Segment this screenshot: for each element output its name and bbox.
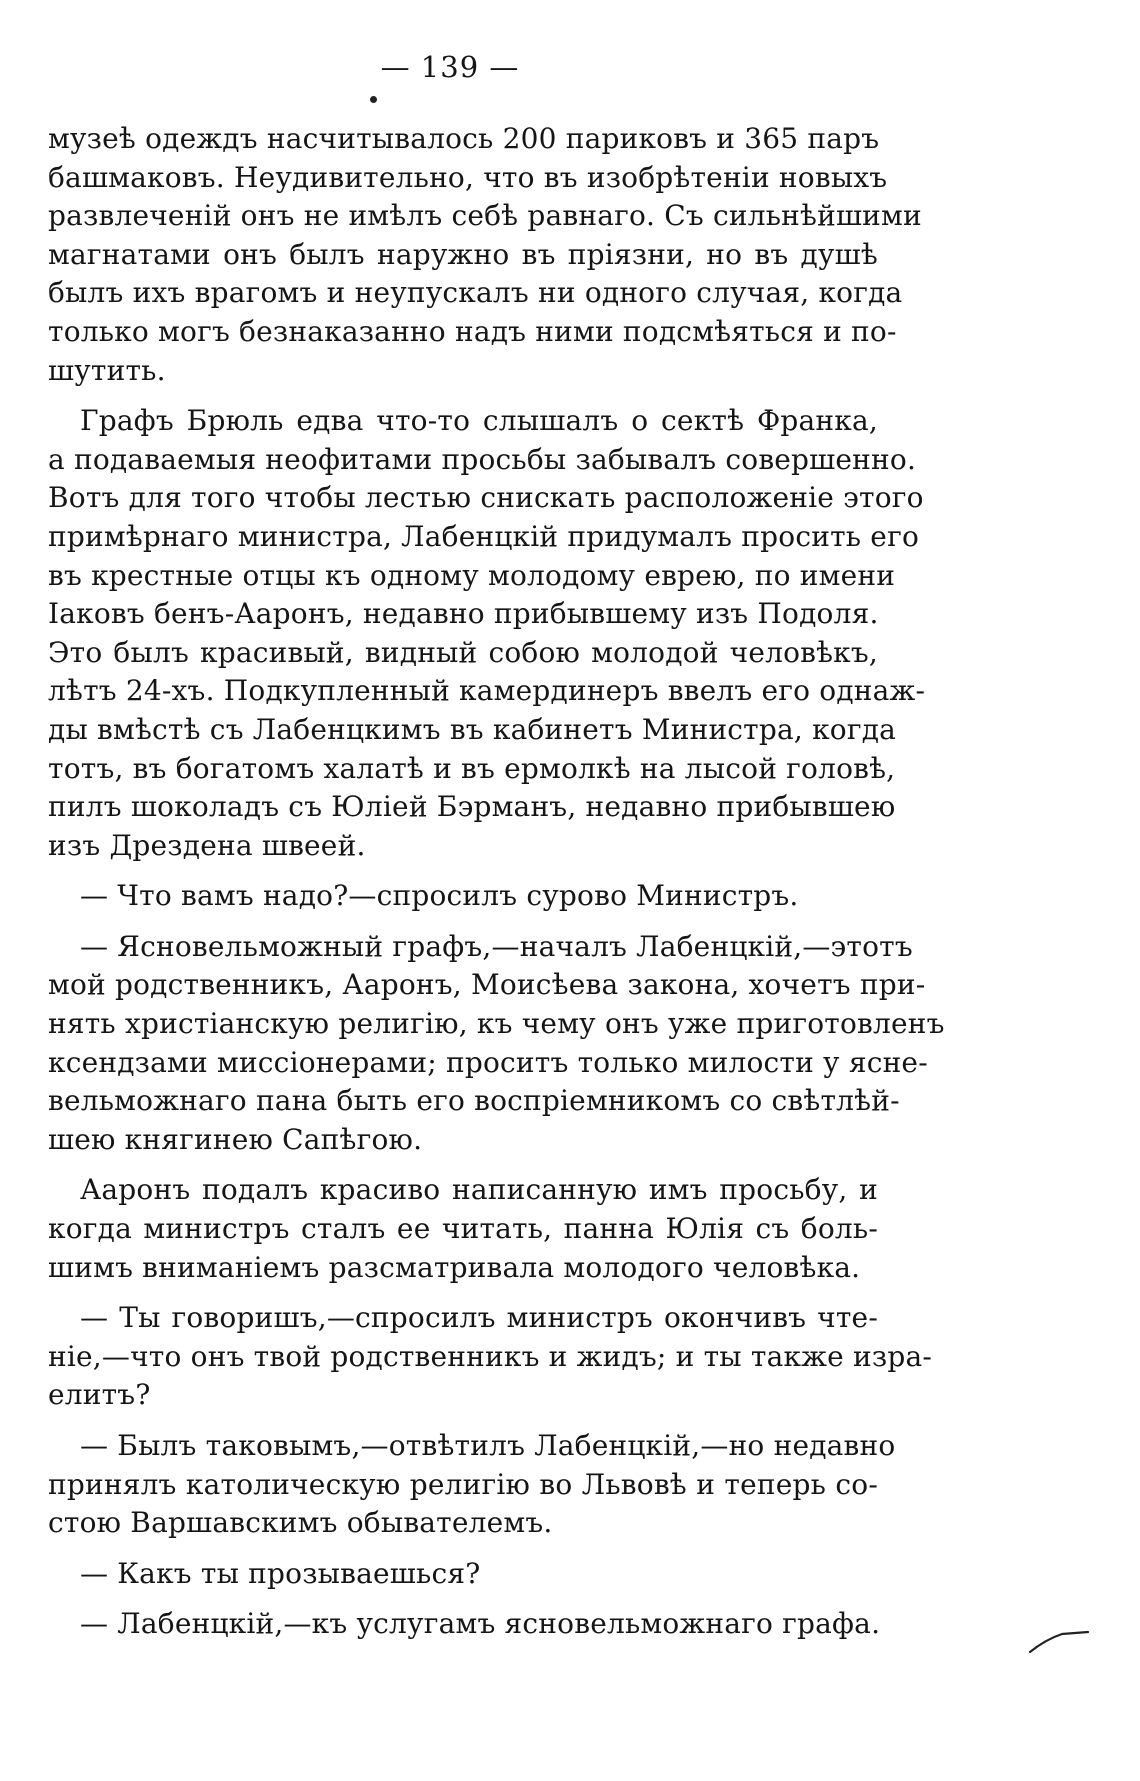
text-line: — Что вамъ надо?—спросилъ сурово Министръ. <box>80 879 799 913</box>
text-line: тотъ, въ богатомъ халатѣ и въ ермолкѣ на лысой головѣ, <box>48 751 896 785</box>
paragraph-gap <box>48 1543 878 1555</box>
paragraph-gap <box>48 916 878 928</box>
paragraph-7 <box>48 1427 896 1543</box>
paragraph-gap <box>48 1159 878 1171</box>
paragraph-gap <box>48 1415 878 1427</box>
text-line: лѣтъ 24-хъ. Подкупленный камердинеръ ввелъ его однаж- <box>48 674 926 708</box>
text-line: Это былъ красивый, видный собою молодой человѣкъ, <box>48 635 878 669</box>
text-line: ксендзами миссіонерами; проситъ только милости у ясне- <box>48 1045 928 1079</box>
text-line: стою Варшавскимъ обывателемъ. <box>48 1506 553 1540</box>
paragraph-2 <box>48 402 926 865</box>
text-line: пилъ шоколадъ съ Юліей Бэрманъ, недавно прибывшею <box>48 790 896 824</box>
text-line: Графъ Брюль едва что-то слышалъ о сектѣ Франка, <box>80 404 878 438</box>
text-line: — Ты говоришъ,—спросилъ министръ окончивъ чте- <box>80 1301 878 1335</box>
text-line: примѣрнаго министра, Лабенцкій придумалъ просить его <box>48 519 920 553</box>
paragraph-gap <box>48 390 878 402</box>
text-line: ніе,—что онъ твой родственникъ и жидъ; и ты также изра- <box>48 1339 933 1373</box>
text-line: изъ Дрездена швеей. <box>48 828 366 862</box>
paragraph-gap <box>48 1287 878 1299</box>
paragraph-9 <box>48 1605 881 1644</box>
text-line: Іаковъ бенъ-Ааронъ, недавно прибывшему изъ Подоля. <box>48 597 879 631</box>
paragraph-gap <box>48 1593 878 1605</box>
paragraph-8 <box>48 1555 878 1594</box>
text-line: только могъ безнаказанно надъ ними подсмѣяться и по- <box>48 314 897 348</box>
paragraph-1 <box>48 120 922 390</box>
body-text <box>48 120 945 1644</box>
text-line: вельможнаго пана быть его воспріемникомъ со свѣтлѣй- <box>48 1084 900 1118</box>
text-line: елитъ? <box>48 1378 151 1412</box>
text-line: Вотъ для того чтобы лестью снискать расположеніе этого <box>48 481 924 515</box>
text-line: — Ясновельможный графъ,—началъ Лабенцкій,—этотъ <box>80 929 913 963</box>
page-number: — 139 — <box>380 50 520 84</box>
text-line: ды вмѣстѣ съ Лабенцкимъ въ кабинетъ Министра, когда <box>48 712 897 746</box>
paragraph-6 <box>48 1299 933 1415</box>
text-line: — Какъ ты прозываешься? <box>80 1556 481 1590</box>
text-line: въ крестные отцы къ одному молодому еврею, по имени <box>48 558 896 592</box>
ink-dot <box>370 96 377 103</box>
text-line: музеѣ одеждъ насчитывалось 200 париковъ и 365 паръ <box>48 122 880 155</box>
text-line: развлеченій онъ не имѣлъ себѣ равнаго. Съ сильнѣйшими <box>48 199 922 233</box>
text-line: — Лабенцкій,—къ услугамъ ясновельможнаго графа. <box>80 1607 881 1641</box>
text-line: шимъ вниманіемъ разсматривала молодого человѣка. <box>48 1250 861 1284</box>
text-line: — Былъ таковымъ,—отвѣтилъ Лабенцкій,—но недавно <box>80 1429 896 1462</box>
text-line: магнатами онъ былъ наружно въ пріязни, но въ душѣ <box>48 237 878 271</box>
paragraph-3 <box>48 877 878 916</box>
text-line: шею княгинею Сапѣгою. <box>48 1122 423 1156</box>
text-line: когда министръ сталъ ее читать, панна Юлія съ боль- <box>48 1212 878 1246</box>
pen-stroke-mark <box>1028 1616 1090 1656</box>
text-line: а подаваемыя неофитами просьбы забывалъ совершенно. <box>48 442 917 476</box>
text-line: нять христіанскую религію, къ чему онъ уже приготовленъ <box>48 1007 945 1041</box>
paragraph-gap <box>48 865 878 877</box>
text-line: башмаковъ. Неудивительно, что въ изобрѣтеніи новыхъ <box>48 160 888 194</box>
paragraph-5 <box>48 1171 878 1287</box>
text-line: принялъ католическую религію во Львовѣ и теперь со- <box>48 1467 878 1501</box>
text-line: былъ ихъ врагомъ и неупускалъ ни одного случая, когда <box>48 276 903 310</box>
text-line: мой родственникъ, Ааронъ, Моисѣева закона, хочетъ при- <box>48 968 926 1002</box>
paragraph-4 <box>48 928 945 1160</box>
text-line: шутить. <box>48 353 166 387</box>
text-line: Ааронъ подалъ красиво написанную имъ просьбу, и <box>80 1173 878 1207</box>
